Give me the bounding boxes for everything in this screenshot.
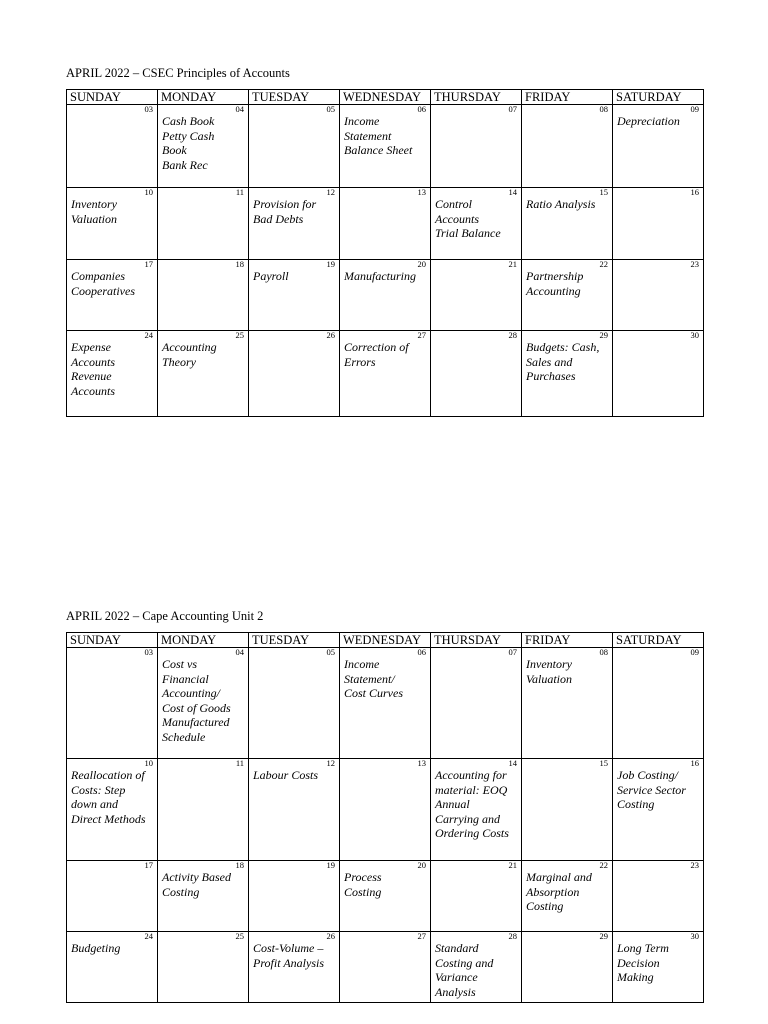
day-number: 07	[508, 647, 517, 657]
day-cell	[431, 105, 522, 188]
day-number: 17	[144, 860, 153, 870]
day-number: 19	[326, 259, 335, 269]
day-cell	[158, 861, 249, 932]
topic-label: Inventory Valuation	[526, 657, 573, 686]
day-number: 16	[690, 187, 699, 197]
day-number: 20	[417, 259, 426, 269]
day-number: 17	[144, 259, 153, 269]
topic-label: Income Statement Balance Sheet	[344, 114, 413, 158]
topic-label: Accounting Theory	[162, 340, 217, 369]
topic-label: Budgets: Cash, Sales and Purchases	[526, 340, 600, 384]
day-cell	[158, 188, 249, 260]
topic-label: Standard Costing and Variance Analysis	[435, 941, 494, 999]
day-number: 23	[690, 259, 699, 269]
day-cell	[158, 759, 249, 861]
day-number: 12	[326, 758, 335, 768]
day-number: 14	[508, 187, 517, 197]
weekday-header: SATURDAY	[613, 90, 704, 105]
day-number: 25	[235, 931, 244, 941]
day-cell	[249, 861, 340, 932]
day-number: 11	[235, 187, 244, 197]
weekday-header: WEDNESDAY	[340, 90, 431, 105]
topic-label: Manufacturing	[344, 269, 416, 283]
day-cell	[67, 260, 158, 331]
day-number: 29	[599, 330, 608, 340]
day-number: 22	[599, 259, 608, 269]
day-cell	[613, 105, 704, 188]
topic-label: Ratio Analysis	[526, 197, 596, 211]
day-number: 29	[599, 931, 608, 941]
weekday-header: MONDAY	[158, 633, 249, 648]
day-cell	[613, 260, 704, 331]
day-cell	[613, 861, 704, 932]
weekday-header: MONDAY	[158, 90, 249, 105]
topic-label: Accounting for material: EOQ Annual Carrying and Ordering Costs	[435, 768, 509, 841]
weekday-header: TUESDAY	[249, 90, 340, 105]
weekday-header: THURSDAY	[431, 633, 522, 648]
weekday-header-row	[67, 633, 704, 648]
day-cell	[522, 260, 613, 331]
day-number: 09	[690, 104, 699, 114]
topic-label: Correction of Errors	[344, 340, 409, 369]
day-number: 30	[690, 931, 699, 941]
day-cell	[522, 188, 613, 260]
day-number: 25	[235, 330, 244, 340]
day-number: 26	[326, 330, 335, 340]
calendar-title-csec: APRIL 2022 – CSEC Principles of Accounts	[66, 66, 290, 80]
day-cell	[522, 331, 613, 417]
day-cell	[431, 759, 522, 861]
day-number: 21	[508, 860, 517, 870]
day-cell	[158, 260, 249, 331]
day-number: 12	[326, 187, 335, 197]
topic-label: Cost-Volume – Profit Analysis	[253, 941, 325, 970]
weekday-header: SUNDAY	[67, 90, 158, 105]
day-number: 10	[144, 187, 153, 197]
day-cell	[431, 648, 522, 759]
weekday-header: WEDNESDAY	[340, 633, 431, 648]
weekday-header: FRIDAY	[522, 633, 613, 648]
day-number: 28	[508, 931, 517, 941]
day-number: 18	[235, 259, 244, 269]
day-cell	[158, 105, 249, 188]
day-number: 24	[144, 931, 153, 941]
day-number: 30	[690, 330, 699, 340]
day-number: 09	[690, 647, 699, 657]
topic-label: Reallocation of Costs: Step down and Direct Methods	[71, 768, 146, 826]
topic-label: Cost vs Financial Accounting/ Cost of Goods Manufactured Schedule	[162, 657, 231, 744]
day-number: 07	[508, 104, 517, 114]
day-cell	[340, 932, 431, 1003]
day-cell	[67, 331, 158, 417]
topic-label: Job Costing/ Service Sector Costing	[617, 768, 686, 812]
day-cell	[340, 759, 431, 861]
weekday-header: SUNDAY	[67, 633, 158, 648]
topic-label: Activity Based Costing	[162, 870, 231, 899]
topic-label: Payroll	[253, 269, 289, 283]
topic-label: Budgeting	[71, 941, 121, 955]
day-number: 05	[326, 104, 335, 114]
day-cell	[249, 932, 340, 1003]
week-row	[67, 331, 704, 417]
weekday-header: SATURDAY	[613, 633, 704, 648]
day-number: 11	[235, 758, 244, 768]
week-row	[67, 932, 704, 1003]
day-cell	[249, 188, 340, 260]
day-cell	[340, 648, 431, 759]
day-cell	[613, 932, 704, 1003]
day-cell	[613, 331, 704, 417]
day-cell	[340, 260, 431, 331]
topic-label: Provision for Bad Debts	[253, 197, 317, 226]
calendar-table-csec	[66, 89, 704, 417]
day-cell	[340, 188, 431, 260]
topic-label: Long Term Decision Making	[617, 941, 669, 985]
day-cell	[522, 648, 613, 759]
day-number: 08	[599, 104, 608, 114]
day-cell	[158, 331, 249, 417]
day-cell	[613, 188, 704, 260]
day-number: 13	[417, 758, 426, 768]
day-number: 18	[235, 860, 244, 870]
day-number: 27	[417, 931, 426, 941]
day-number: 04	[235, 104, 244, 114]
topic-label: Companies Cooperatives	[71, 269, 135, 298]
week-row	[67, 759, 704, 861]
day-number: 08	[599, 647, 608, 657]
day-cell	[431, 331, 522, 417]
week-row	[67, 260, 704, 331]
day-cell	[67, 188, 158, 260]
day-number: 03	[144, 647, 153, 657]
week-row	[67, 648, 704, 759]
day-number: 22	[599, 860, 608, 870]
day-number: 13	[417, 187, 426, 197]
day-cell	[249, 648, 340, 759]
day-cell	[67, 105, 158, 188]
day-cell	[249, 105, 340, 188]
topic-label: Process Costing	[344, 870, 382, 899]
day-number: 23	[690, 860, 699, 870]
week-row	[67, 105, 704, 188]
day-cell	[613, 759, 704, 861]
day-number: 06	[417, 647, 426, 657]
day-cell	[67, 932, 158, 1003]
weekday-header: THURSDAY	[431, 90, 522, 105]
weekday-header: TUESDAY	[249, 633, 340, 648]
day-cell	[340, 105, 431, 188]
day-number: 05	[326, 647, 335, 657]
day-cell	[522, 105, 613, 188]
day-cell	[249, 260, 340, 331]
day-cell	[431, 861, 522, 932]
day-cell	[431, 932, 522, 1003]
day-cell	[522, 861, 613, 932]
day-number: 03	[144, 104, 153, 114]
calendar-table-cape	[66, 632, 704, 1003]
topic-label: Cash Book Petty Cash Book Bank Rec	[162, 114, 215, 172]
day-cell	[340, 331, 431, 417]
day-number: 27	[417, 330, 426, 340]
day-cell	[158, 648, 249, 759]
day-cell	[431, 260, 522, 331]
day-cell	[340, 861, 431, 932]
day-cell	[522, 759, 613, 861]
day-number: 28	[508, 330, 517, 340]
day-cell	[613, 648, 704, 759]
day-cell	[67, 759, 158, 861]
day-cell	[158, 932, 249, 1003]
day-number: 26	[326, 931, 335, 941]
day-number: 21	[508, 259, 517, 269]
topic-label: Control Accounts Trial Balance	[435, 197, 501, 241]
topic-label: Labour Costs	[253, 768, 319, 782]
topic-label: Partnership Accounting	[526, 269, 584, 298]
week-row	[67, 188, 704, 260]
day-number: 15	[599, 758, 608, 768]
day-cell	[67, 861, 158, 932]
calendar-title-cape: APRIL 2022 – Cape Accounting Unit 2	[66, 609, 264, 623]
weekday-header: FRIDAY	[522, 90, 613, 105]
topic-label: Income Statement/ Cost Curves	[344, 657, 404, 701]
day-cell	[67, 648, 158, 759]
day-cell	[249, 759, 340, 861]
day-number: 15	[599, 187, 608, 197]
day-number: 24	[144, 330, 153, 340]
topic-label: Depreciation	[617, 114, 680, 128]
day-number: 06	[417, 104, 426, 114]
day-number: 16	[690, 758, 699, 768]
day-number: 04	[235, 647, 244, 657]
day-number: 10	[144, 758, 153, 768]
day-cell	[431, 188, 522, 260]
weekday-header-row	[67, 90, 704, 105]
day-number: 20	[417, 860, 426, 870]
day-cell	[522, 932, 613, 1003]
topic-label: Marginal and Absorption Costing	[526, 870, 592, 914]
topic-label: Inventory Valuation	[71, 197, 118, 226]
day-cell	[249, 331, 340, 417]
week-row	[67, 861, 704, 932]
day-number: 19	[326, 860, 335, 870]
day-number: 14	[508, 758, 517, 768]
topic-label: Expense Accounts Revenue Accounts	[71, 340, 115, 398]
